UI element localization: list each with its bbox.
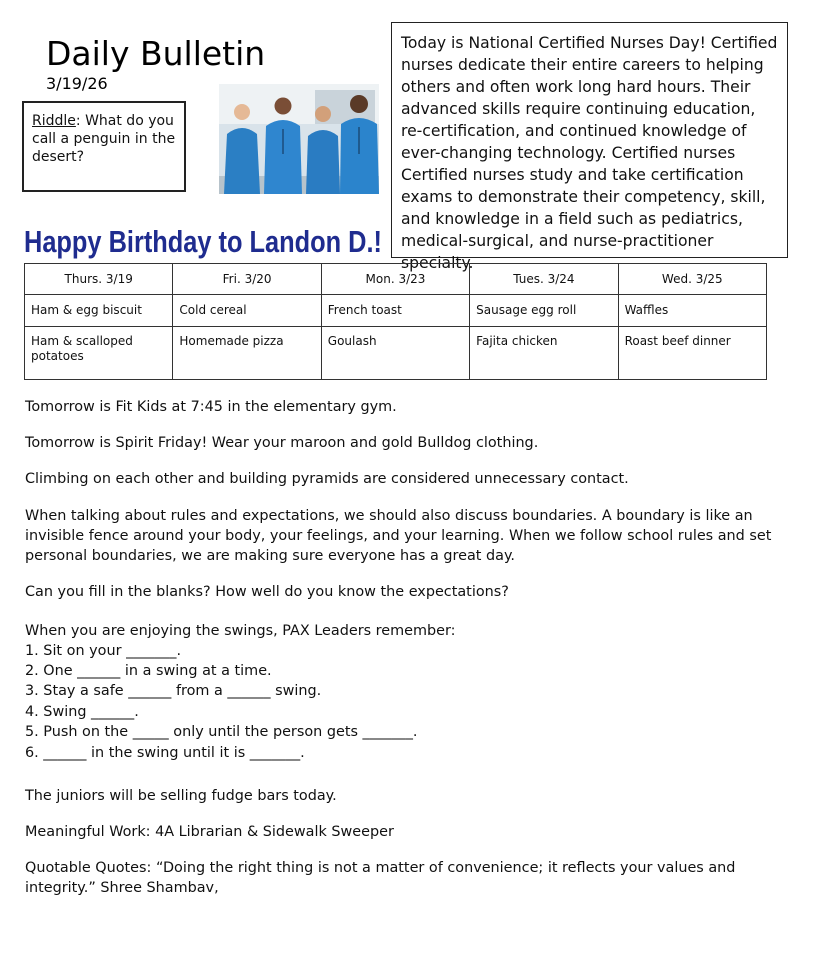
menu-breakfast-cell: Waffles bbox=[618, 295, 766, 327]
birthday-text: Happy Birthday to Landon D.! bbox=[24, 224, 382, 259]
quotable-quote: Quotable Quotes: “Doing the right thing is not a matter of convenience; it reflects your values and integrity.” Shree Shambav, bbox=[25, 860, 736, 896]
riddle-box bbox=[22, 101, 186, 192]
birthday-banner bbox=[22, 218, 392, 262]
swing-rule-item: 4. Swing ______. bbox=[25, 704, 139, 720]
menu-breakfast-cell: Cold cereal bbox=[173, 295, 321, 327]
climbing-announcement: Climbing on each other and building pyramids are considered unnecessary contact. bbox=[25, 471, 629, 487]
riddle-label: Riddle bbox=[32, 113, 76, 129]
menu-day-header: Tues. 3/24 bbox=[470, 264, 618, 295]
menu-lunch-cell: Homemade pizza bbox=[173, 327, 321, 380]
menu-lunch-cell: Roast beef dinner bbox=[618, 327, 766, 380]
swing-rule-item: 6. ______ in the swing until it is _______. bbox=[25, 745, 305, 761]
menu-day-header: Thurs. 3/19 bbox=[25, 264, 173, 295]
menu-breakfast-cell: French toast bbox=[321, 295, 469, 327]
swing-rule-item: 1. Sit on your _______. bbox=[25, 643, 182, 659]
fill-blanks-prompt: Can you fill in the blanks? How well do you know the expectations? bbox=[25, 584, 509, 600]
menu-breakfast-cell: Ham & egg biscuit bbox=[25, 295, 173, 327]
menu-breakfast-cell: Sausage egg roll bbox=[470, 295, 618, 327]
menu-day-header: Wed. 3/25 bbox=[618, 264, 766, 295]
menu-day-header: Mon. 3/23 bbox=[321, 264, 469, 295]
meaningful-work: Meaningful Work: 4A Librarian & Sidewalk Sweeper bbox=[25, 824, 394, 840]
swing-rule-item: 2. One ______ in a swing at a time. bbox=[25, 663, 272, 679]
spirit-friday-announcement: Tomorrow is Spirit Friday! Wear your maroon and gold Bulldog clothing. bbox=[25, 435, 539, 451]
swing-rule-item: 5. Push on the _____ only until the person gets _______. bbox=[25, 724, 418, 740]
riddle-text: : What do you call a penguin in the desert? bbox=[32, 113, 176, 165]
lunch-menu-table bbox=[24, 263, 767, 380]
bulletin-title: Daily Bulletin bbox=[46, 34, 266, 73]
juniors-announcement: The juniors will be selling fudge bars today. bbox=[25, 788, 337, 804]
fit-kids-announcement: Tomorrow is Fit Kids at 7:45 in the elementary gym. bbox=[25, 399, 397, 415]
nurses-day-box bbox=[391, 22, 788, 272]
menu-day-header: Fri. 3/20 bbox=[173, 264, 321, 295]
menu-lunch-cell: Fajita chicken bbox=[470, 327, 618, 380]
swing-rule-item: 3. Stay a safe ______ from a ______ swing. bbox=[25, 683, 322, 699]
boundaries-paragraph: When talking about rules and expectations, we should also discuss boundaries. A boundary is like an invisible fence around your body, your feelings, and your learning. When we follow school rules and set personal boundaries, we are making sure everyone has a great day. bbox=[25, 508, 772, 564]
bulletin-date: 3/19/26 bbox=[46, 74, 108, 93]
menu-lunch-cell: Ham & scalloped potatoes bbox=[25, 327, 173, 380]
nurses-day-text: Today is National Certified Nurses Day! Certified nurses dedicate their entire careers to helping others and often work long hard hours. Their advanced skills require continuing education, re-certification, and continued knowledge of ever-changing technology. Certified nurses Certified nurses study and take certification exams to demonstrate their competency, skill, and knowledge in a field such as pediatrics, medical-surgical, and nurse-practitioner specialty. bbox=[401, 34, 778, 272]
menu-lunch-cell: Goulash bbox=[321, 327, 469, 380]
nurses-photo bbox=[219, 84, 379, 194]
swings-intro: When you are enjoying the swings, PAX Leaders remember: bbox=[25, 623, 456, 639]
